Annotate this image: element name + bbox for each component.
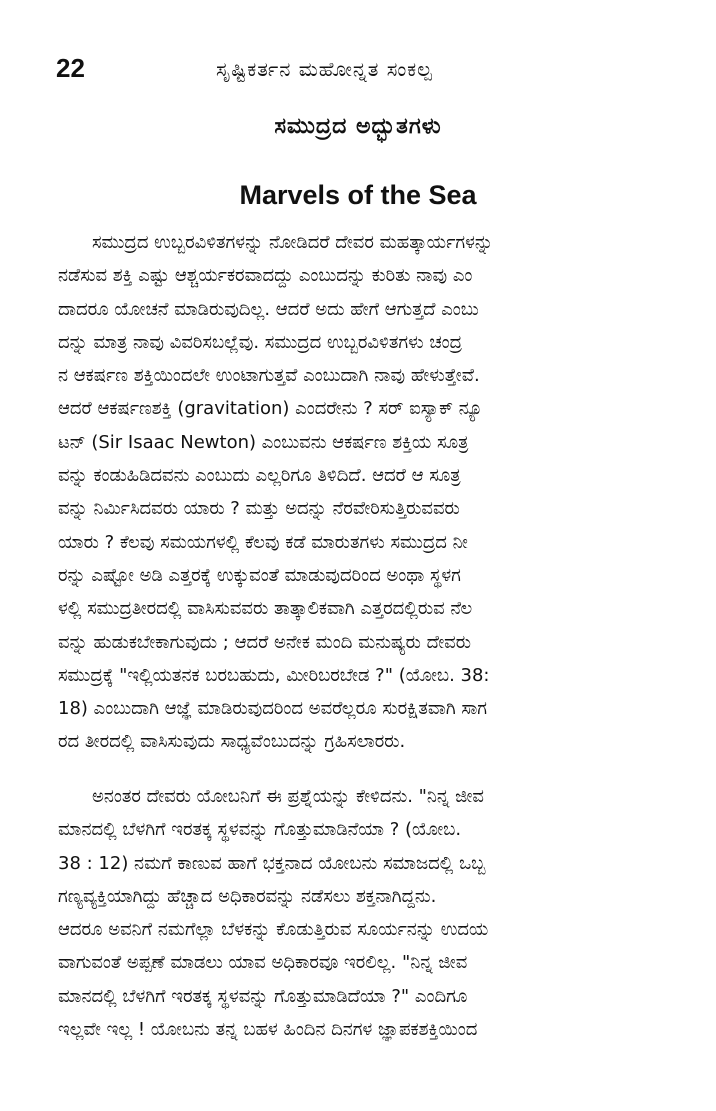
text-line: ದಾದರೂ ಯೋಚನೆ ಮಾಡಿರುವುದಿಲ್ಲ. ಆದರೆ ಅದು ಹೇಗೆ ಆಗುತ್ತದೆ ಎಂಬು — [58, 298, 479, 320]
text-line: ವಾಗುವಂತೆ ಅಪ್ಪಣೆ ಮಾಡಲು ಯಾವ ಅಧಿಕಾರವೂ ಇರಲಿಲ್ಲ. "ನಿನ್ನ ಜೀವ — [58, 952, 468, 974]
text-line: ರದ ತೀರದಲ್ಲಿ ವಾಸಿಸುವುದು ಸಾಧ್ಯವೆಂಬುದನ್ನು ಗ್ರಹಿಸಲಾರರು. — [58, 731, 406, 753]
text-line: ರನ್ನು ಎಷ್ಟೋ ಅಡಿ ಎತ್ತರಕ್ಕೆ ಉಕ್ಕುವಂತೆ ಮಾಡುವುದರಿಂದ ಅಂಥಾ ಸ್ಥಳಗ — [58, 564, 461, 586]
text-line: ಅನಂತರ ದೇವರು ಯೋಬನಿಗೆ ಈ ಪ್ರಶ್ನೆಯನ್ನು ಕೇಳಿದನು. "ನಿನ್ನ ಜೀವ — [92, 786, 484, 807]
text-line: ಇಲ್ಲವೇ ಇಲ್ಲ ! ಯೋಬನು ತನ್ನ ಬಹಳ ಹಿಂದಿನ ದಿನಗಳ ಜ್ಞಾಪಕಶಕ್ತಿಯಿಂದ — [58, 1019, 478, 1041]
text-line: ಗಣ್ಯವ್ಯಕ್ತಿಯಾಗಿದ್ದು ಹೆಚ್ಚಾದ ಅಧಿಕಾರವನ್ನು ನಡೆಸಲು ಶಕ್ತನಾಗಿದ್ದನು. — [58, 885, 437, 907]
text-line: ಮಾನದಲ್ಲಿ ಬೆಳಗಿಗೆ ಇರತಕ್ಕ ಸ್ಥಳವನ್ನು ಗೊತ್ತುಮಾಡಿನೆಯಾ ? (ಯೋಬ. — [58, 819, 462, 841]
text-line: ಸಮುದ್ರಕ್ಕೆ "ಇಲ್ಲಿಯತನಕ ಬರಬಹುದು, ಮೀರಿಬರಬೇಡ ?" (ಯೋಬ. 38: — [58, 664, 490, 686]
text-line: ನಡೆಸುವ ಶಕ್ತಿ ಎಷ್ಟು ಆಶ್ಚರ್ಯಕರವಾದದ್ದು ಎಂಬುದನ್ನು ಕುರಿತು ನಾವು ಎಂ — [58, 265, 473, 287]
text-line: ಸಮುದ್ರದ ಉಬ್ಬರವಿಳಿತಗಳನ್ನು ನೋಡಿದರೆ ದೇವರ ಮಹತ್ಕಾರ್ಯಗಳನ್ನು — [92, 232, 494, 253]
running-title: ಸೃಷ್ಟಿಕರ್ತನ ಮಹೋನ್ನತ ಸಂಕಲ್ಪ — [216, 57, 433, 81]
text-line: ದನ್ನು ಮಾತ್ರ ನಾವು ವಿವರಿಸಬಲ್ಲೆವು. ಸಮುದ್ರದ ಉಬ್ಬರವಿಳಿತಗಳು ಚಂದ್ರ — [58, 331, 463, 353]
text-line: ವನ್ನು ಕಂಡುಹಿಡಿದವನು ಎಂಬುದು ಎಲ್ಲರಿಗೂ ತಿಳಿದಿದೆ. ಆದರೆ ಆ ಸೂತ್ರ — [58, 465, 461, 487]
text-line: ವನ್ನು ನಿರ್ಮಿಸಿದವರು ಯಾರು ? ಮತ್ತು ಅದನ್ನು ನೆರವೇರಿಸುತ್ತಿರುವವರು — [58, 498, 460, 520]
text-line: 38 : 12) ನಮಗೆ ಕಾಣುವ ಹಾಗೆ ಭಕ್ತನಾದ ಯೋಬನು ಸಮಾಜದಲ್ಲಿ ಒಬ್ಬ — [58, 852, 486, 874]
text-line: ಆದರೆ ಆಕರ್ಷಣಶಕ್ತಿ (gravitation) ಎಂದರೇನು ? ಸರ್ ಐಸ್ಯಾಕ್ ನ್ಯೂ — [58, 398, 483, 420]
text-line: ನ ಆಕರ್ಷಣ ಶಕ್ತಿಯಿಂದಲೇ ಉಂಟಾಗುತ್ತವೆ ಎಂಬುದಾಗಿ ನಾವು ಹೇಳುತ್ತೇವೆ. — [58, 365, 480, 387]
text-line: ಮಾನದಲ್ಲಿ ಬೆಳಗಿಗೆ ಇರತಕ್ಕ ಸ್ಥಳವನ್ನು ಗೊತ್ತುಮಾಡಿದೆಯಾ ?" ಎಂದಿಗೂ — [58, 985, 468, 1007]
paragraph — [58, 226, 672, 759]
page-header — [56, 50, 666, 90]
text-line: 18) ಎಂಬುದಾಗಿ ಆಜ್ಞೆ ಮಾಡಿರುವುದರಿಂದ ಅವರೆಲ್ಲರೂ ಸುರಕ್ಷಿತವಾಗಿ ಸಾಗ — [58, 698, 488, 720]
text-line: ಳಲ್ಲಿ ಸಮುದ್ರತೀರದಲ್ಲಿ ವಾಸಿಸುವವರು ತಾತ್ಕಾಲಿಕವಾಗಿ ಎತ್ತರದಲ್ಲಿರುವ ನೆಲ — [58, 598, 473, 620]
section-title-kannada: ಸಮುದ್ರದ ಅದ್ಭುತಗಳು — [274, 114, 442, 139]
paragraph — [58, 780, 672, 1046]
section-title-english: Marvels of the Sea — [239, 180, 477, 210]
text-line: ಆದರೂ ಅವನಿಗೆ ನಮಗೆಲ್ಲಾ ಬೆಳಕನ್ನು ಕೊಡುತ್ತಿರುವ ಸೂರ್ಯನನ್ನು ಉದಯ — [58, 919, 489, 941]
text-line: ಟನ್ (Sir Isaac Newton) ಎಂಬುವನು ಆಕರ್ಷಣ ಶಕ್ತಿಯ ಸೂತ್ರ — [58, 431, 469, 453]
text-line: ವನ್ನು ಹುಡುಕಬೇಕಾಗುವುದು ; ಆದರೆ ಅನೇಕ ಮಂದಿ ಮನುಷ್ಯರು ದೇವರು — [58, 631, 471, 653]
page-number: 22 — [56, 53, 85, 83]
text-line: ಯಾರು ? ಕೆಲವು ಸಮಯಗಳಲ್ಲಿ ಕೆಲವು ಕಡೆ ಮಾರುತಗಳು ಸಮುದ್ರದ ನೀ — [58, 531, 468, 553]
